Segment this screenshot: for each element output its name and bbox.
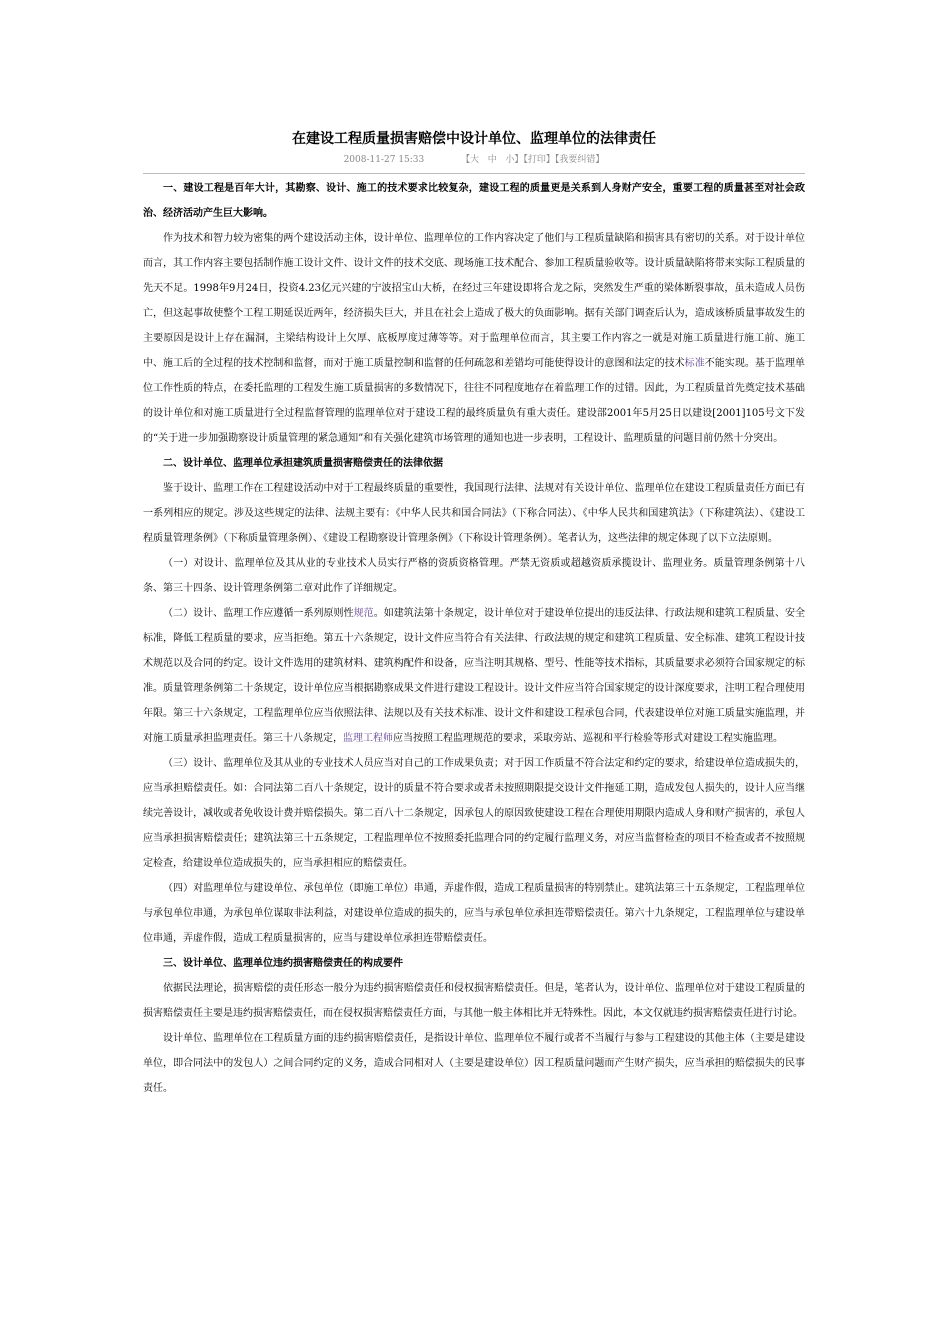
paragraph-2: 鉴于设计、监理工作在工程建设活动中对于工程最终质量的重要性，我国现行法律、法规对有关设计单位、监理单位在建设工程质量责任方面已有一系列相应的规定。涉及这些规定的法律、法规主要有：《中华人民共和国合同法》（下称合同法）、《中华人民共和国建筑法》（下称建筑法）、《建设工程质量管理条例》（下称质量管理条例）、《建设工程勘察设计管理条例》（下称设计管理条例）。笔者认为，这些法律的规定体现了以下立法原则。	[143, 483, 805, 544]
paragraph-1-text: 作为技术和智力较为密集的两个建设活动主体，设计单位、监理单位的工作内容决定了他们与工程质量缺陷和损害具有密切的关系。对于设计单位而言，其工作内容主要包括制作施工设计文件、设计文件的技术交底、现场施工技术配合、参加工程质量验收等。设计质量缺陷将带来实际工程质量的先天不足。1998年9月24日，投资4.23亿元兴建的宁波招宝山大桥，在经过三年建设即将合龙之际，突然发生严重的梁体断裂事故，虽未造成人员伤亡，但这起事故使整个工程工期延误近两年，经济损失巨大，并且在社会上造成了极大的负面影响。据有关部门调查后认为，造成该桥质量事故发生的主要原因是设计上存在漏洞，主梁结构设计上欠厚、底板厚度过薄等等。对于监理单位而言，其主要工作内容之一就是对施工质量进行施工前、施工中、施工后的全过程的技术控制和监督，而对于施工质量控制和监督的任何疏忽和差错均可能使得设计的意图和法定的技术	[143, 233, 805, 369]
paragraph-6: （四）对监理单位与建设单位、承包单位（即施工单位）串通，弄虚作假，造成工程质量损害的特别禁止。建筑法第三十五条规定，工程监理单位与承包单位串通，为承包单位谋取非法利益，对建设单位造成的损失的，应当与承包单位承担连带赔偿责任。第六十九条规定，工程监理单位与建设单位串通，弄虚作假，造成工程质量损害的，应当与建设单位承担连带赔偿责任。	[143, 883, 805, 944]
supervising-engineer-link[interactable]: 监理工程师	[343, 733, 393, 744]
paragraph-1-tail: 不能实现。基于监理单位工作性质的特点，在委托监理的工程发生施工质量损害的多数情况下，往往不同程度地存在着监理工作的过错。因此，为工程质量首先奠定技术基础的设计单位和对施工质量进行全过程监督管理的监理单位对于建设工程的最终质量负有重大责任。建设部2001年5月25日以建设[2001]105号文下发的“关于进一步加强勘察设计质量管理的紧急通知”和有关强化建筑市场管理的通知也进一步表明，工程设计、监理质量的问题目前仍然十分突出。	[143, 358, 806, 444]
standard-link[interactable]: 标准	[684, 358, 705, 369]
section-heading-2: 二、设计单位、监理单位承担建筑质量损害赔偿责任的法律依据	[163, 458, 443, 469]
article-meta	[143, 151, 805, 169]
section-heading-3: 三、设计单位、监理单位违约损害赔偿责任的构成要件	[163, 958, 403, 969]
title-divider	[143, 173, 805, 174]
bracket-close: 】	[514, 155, 524, 165]
paragraph-1	[143, 226, 805, 451]
paragraph-4-text-c: 应当按照工程监理规范的要求，采取旁站、巡视和平行检验等形式对建设工程实施监理。	[393, 733, 783, 744]
paragraph-4	[143, 601, 805, 751]
article-body	[143, 176, 805, 1101]
paragraph-4-text-b: 。如建筑法第十条规定，设计单位对于建设单位提出的违反法律、行政法规和建筑工程质量、安全标准，降低工程质量的要求，应当拒绝。第五十六条规定，设计文件应当符合有关法律、行政法规的规定和建筑工程质量、安全标准、建筑工程设计技术规范以及合同的约定。设计文件选用的建筑材料、建筑构配件和设备，应当注明其规格、型号、性能等技术指标，其质量要求必须符合国家规定的标准。质量管理条例第二十条规定，设计单位应当根据勘察成果文件进行建设工程设计。设计文件应当符合国家规定的设计深度要求，注明工程合理使用年限。第三十六条规定，工程监理单位应当依照法律、法规以及有关技术标准、设计文件和建设工程承包合同，代表建设单位对施工质量实施监理，并对施工质量承担监理责任。第三十八条规定，	[143, 608, 806, 744]
paragraph-8: 设计单位、监理单位在工程质量方面的违约损害赔偿责任，是指设计单位、监理单位不履行或者不当履行与参与工程建设的其他主体（主要是建设单位，即合同法中的发包人）之间合同约定的义务，造成合同相对人（主要是建设单位）因工程质量问题而产生财产损失，应当承担的赔偿损失的民事责任。	[143, 1033, 805, 1094]
bracket-open: 【	[461, 155, 471, 165]
font-medium-link[interactable]: 中	[487, 155, 497, 165]
paragraph-3: （一）对设计、监理单位及其从业的专业技术人员实行严格的资质资格管理。严禁无资质或超越资质承揽设计、监理业务。质量管理条例第十八条、第三十四条、设计管理条例第二章对此作了详细规定。	[143, 558, 805, 594]
print-link[interactable]: 【打印】	[523, 155, 555, 165]
paragraph-5: （三）设计、监理单位及其从业的专业技术人员应当对自己的工作成果负责；对于因工作质量不符合法定和约定的要求，给建设单位造成损失的，应当承担赔偿责任。如：合同法第二百八十条规定，设计的质量不符合要求或者未按照期限提交设计文件拖延工期，造成发包人损失的，设计人应当继续完善设计，减收或者免收设计费并赔偿损失。第二百八十二条规定，因承包人的原因致使建设工程在合理使用期限内造成人身和财产损害的，承包人应当承担损害赔偿责任；建筑法第三十五条规定，工程监理单位不按照委托监理合同的约定履行监理义务，对应当监督检查的项目不检查或者不按照规定检查，给建设单位造成损失的，应当承担相应的赔偿责任。	[143, 758, 805, 869]
report-error-link[interactable]: 【我要纠错】	[554, 155, 605, 165]
font-small-link[interactable]: 小	[505, 155, 515, 165]
font-size-switcher	[461, 155, 523, 165]
paragraph-4-text-a: （二）设计、监理工作应遵循一系列原则性	[163, 608, 354, 619]
norm-link[interactable]: 规范	[353, 608, 374, 619]
section-heading-1: 一、建设工程是百年大计，其勘察、设计、施工的技术要求比较复杂，建设工程的质量更是关系到人身财产安全，重要工程的质量甚至对社会政治、经济活动产生巨大影响。	[143, 183, 805, 219]
paragraph-7: 依据民法理论，损害赔偿的责任形态一般分为违约损害赔偿责任和侵权损害赔偿责任。但是，笔者认为，设计单位、监理单位对于建设工程质量的损害赔偿责任主要是违约损害赔偿责任，而在侵权损害赔偿责任方面，与其他一般主体相比并无特殊性。因此，本文仅就违约损害赔偿责任进行讨论。	[143, 983, 805, 1019]
publish-date: 2008-11-27 15:33	[343, 155, 425, 165]
article-title: 在建设工程质量损害赔偿中设计单位、监理单位的法律责任	[292, 131, 656, 147]
article	[143, 128, 805, 1101]
font-large-link[interactable]: 大	[470, 155, 480, 165]
